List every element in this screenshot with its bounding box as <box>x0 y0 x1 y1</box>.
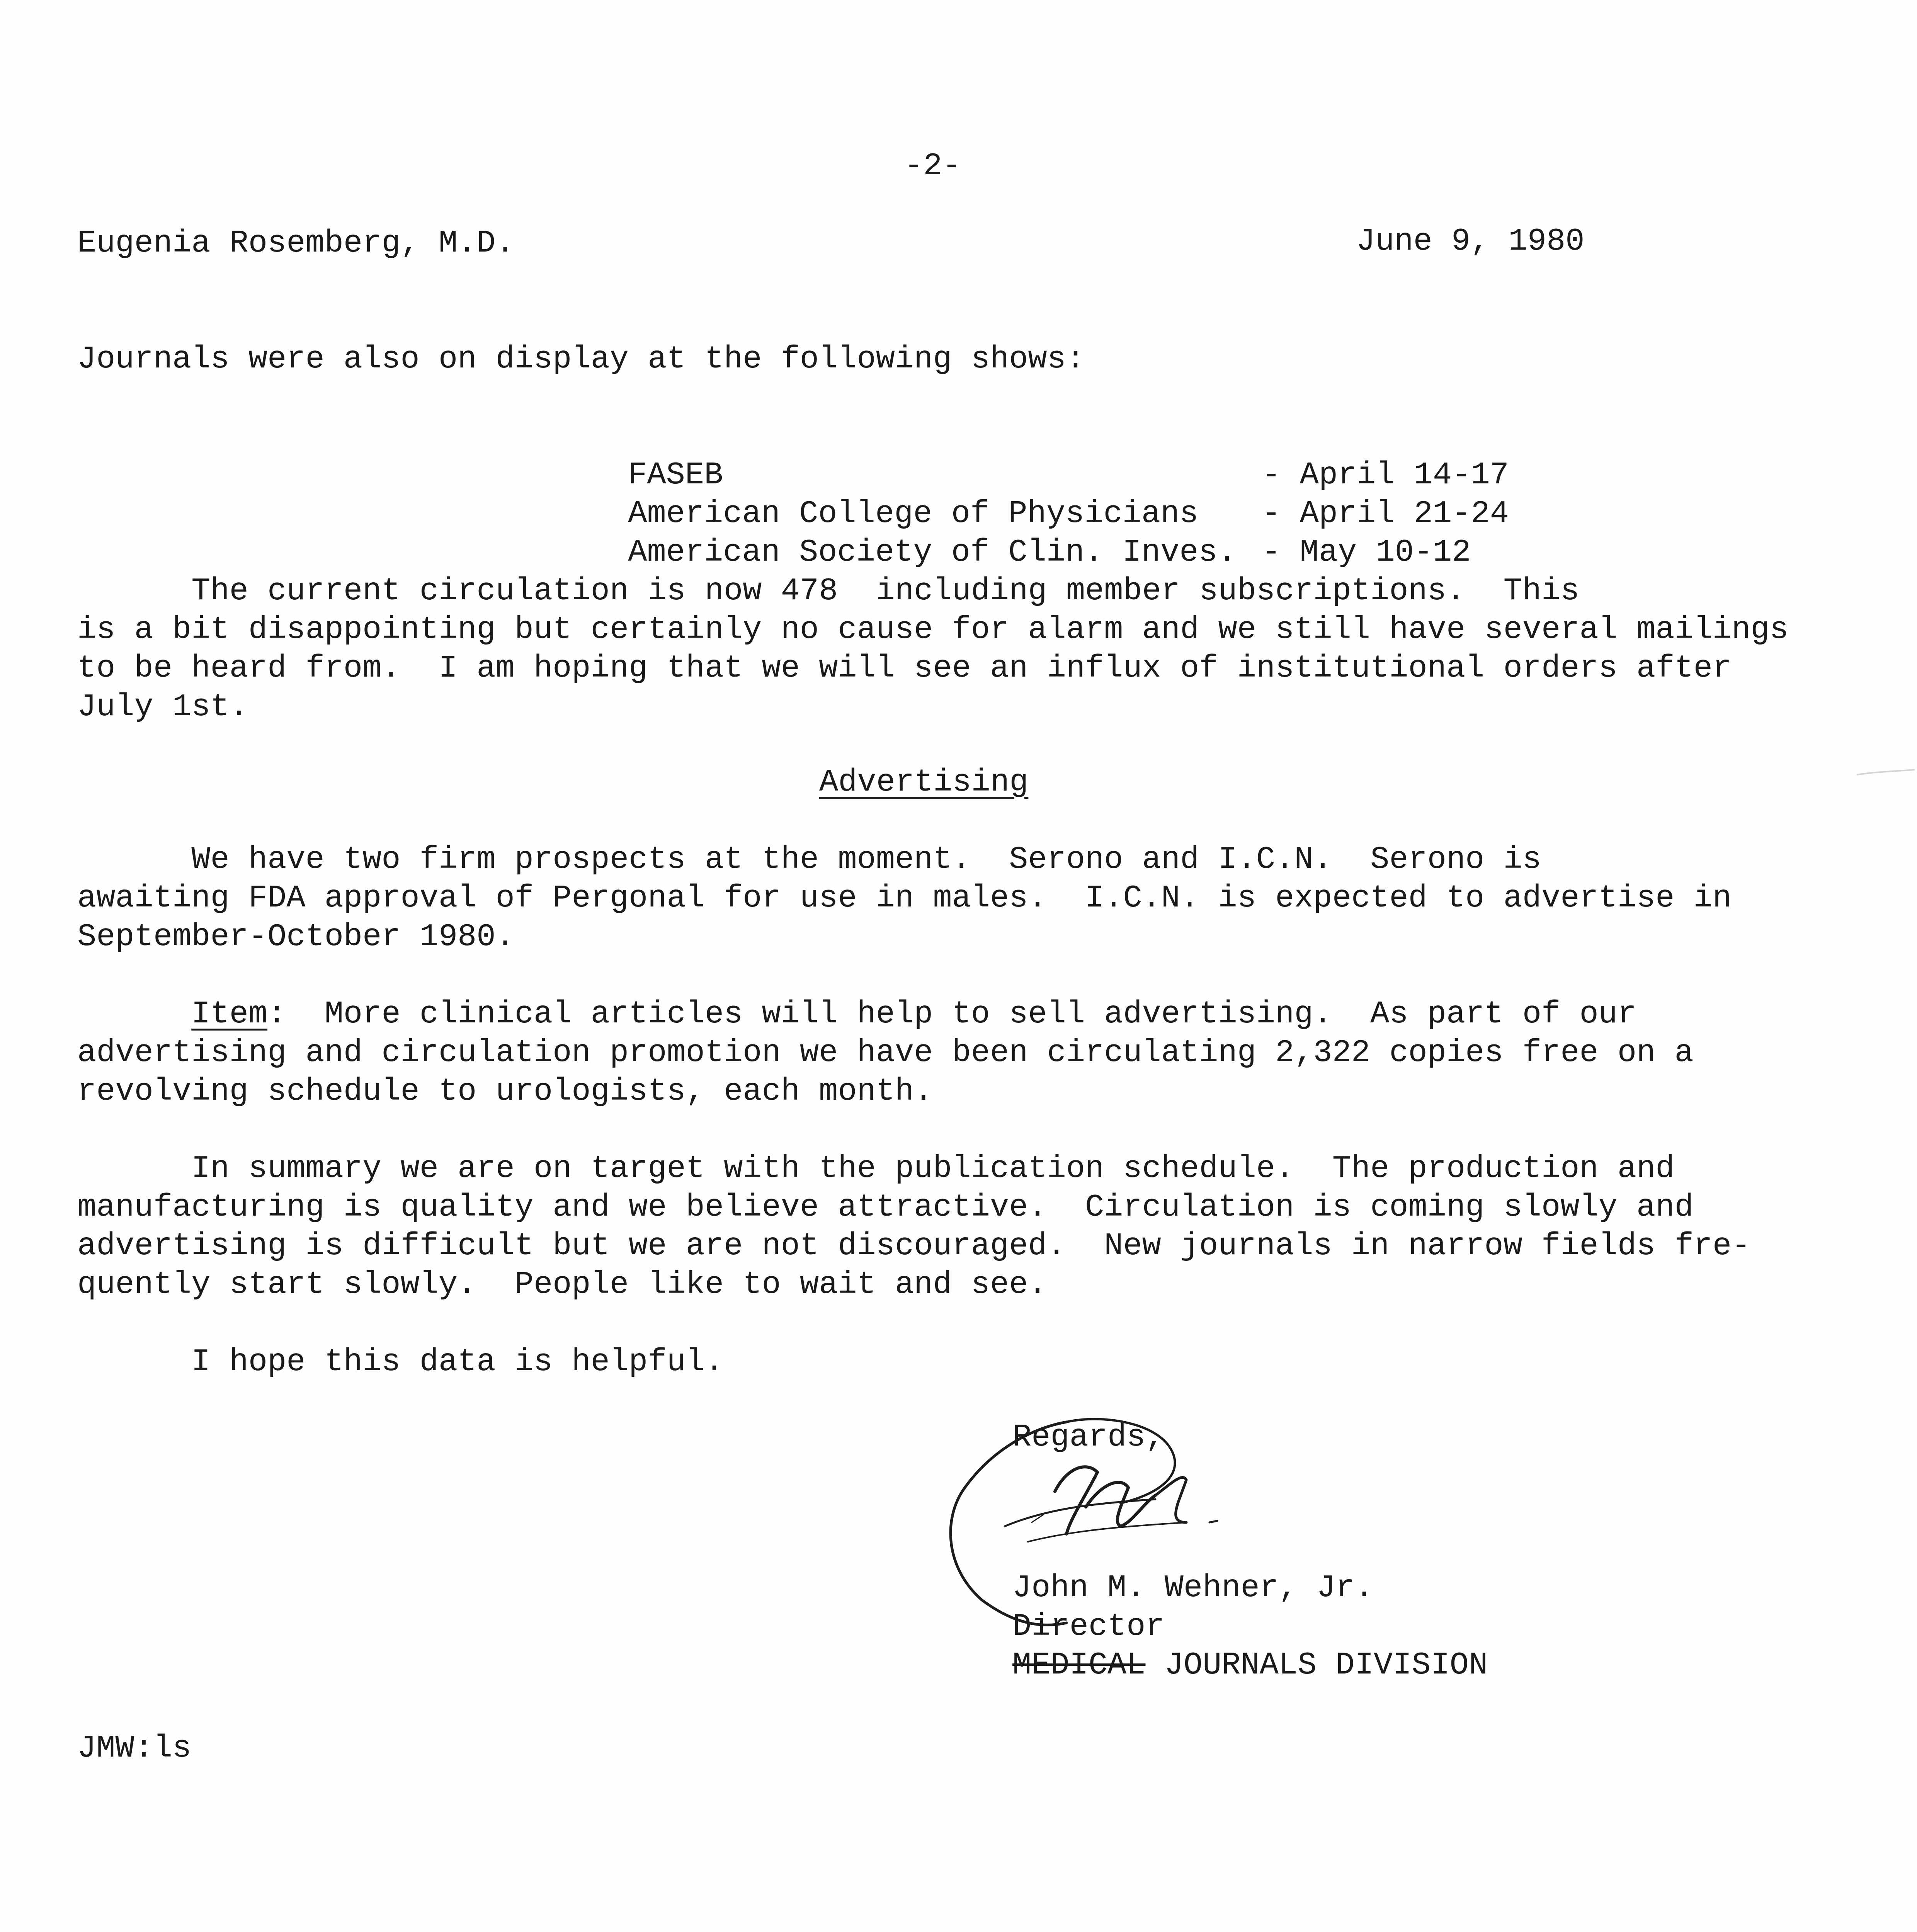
paragraph-line: quently start slowly. People like to wait and see. <box>77 1267 1047 1303</box>
paragraph-line: manufacturing is quality and we believe attractive. Circulation is coming slowly and <box>77 1189 1694 1225</box>
paragraph-line: awaiting FDA approval of Pergonal for use in males. I.C.N. is expected to advertise in <box>77 880 1732 916</box>
show-dates: - May 10-12 <box>1262 534 1471 570</box>
item-first-line <box>77 995 1824 1034</box>
paragraph-line: The current circulation is now 478 including member subscriptions. This <box>77 573 1580 609</box>
paragraph-line: revolving schedule to urologists, each month. <box>77 1073 933 1109</box>
letter-date: June 9, 1980 <box>1356 223 1585 259</box>
item-paragraph <box>77 995 1824 1111</box>
advertising-paragraph <box>77 840 1824 956</box>
circulation-paragraph <box>77 572 1824 726</box>
scan-mark <box>1855 765 1917 781</box>
typist-initials: JMW:ls <box>77 1730 192 1766</box>
paragraph-line: advertising and circulation promotion we have been circulating 2,322 copies free on a <box>77 1035 1694 1071</box>
show-name: American Society of Clin. Inves. <box>628 534 1237 570</box>
signatory-title: Director <box>1012 1609 1165 1645</box>
paragraph-line: September-October 1980. <box>77 919 515 955</box>
struck-word: MEDICAL <box>1012 1647 1146 1683</box>
show-dates: - April 14-17 <box>1262 457 1509 493</box>
show-name: FASEB <box>628 457 723 493</box>
closing-line: I hope this data is helpful. <box>77 1344 724 1380</box>
show-name: American College of Physicians <box>628 496 1199 532</box>
signatory-name: John M. Wehner, Jr. <box>1012 1570 1374 1606</box>
paragraph-line: We have two firm prospects at the moment. Serono and I.C.N. Serono is <box>77 842 1542 878</box>
advertising-heading: Advertising <box>819 764 1029 800</box>
paragraph-line: advertising is difficult but we are not discouraged. New journals in narrow fields fre- <box>77 1228 1751 1264</box>
paragraph-line: to be heard from. I am hoping that we will see an influx of institutional orders after <box>77 650 1732 686</box>
page-number: -2- <box>904 148 961 184</box>
division-line <box>1012 1646 1488 1685</box>
division-name: JOURNALS DIVISION <box>1145 1647 1488 1683</box>
closing-salutation: Regards, <box>1012 1419 1165 1455</box>
paragraph-line: July 1st. <box>77 689 248 725</box>
paragraph-line: In summary we are on target with the publication schedule. The production and <box>77 1151 1675 1187</box>
summary-paragraph <box>77 1150 1824 1304</box>
paragraph-line: is a bit disappointing but certainly no cause for alarm and we still have several mailings <box>77 612 1789 648</box>
item-first-line-text: : More clinical articles will help to sell advertising. As part of our <box>267 996 1637 1032</box>
shows-intro: Journals were also on display at the following shows: <box>77 341 1085 377</box>
item-label: Item <box>191 996 268 1032</box>
show-dates: - April 21-24 <box>1262 496 1509 532</box>
recipient: Eugenia Rosemberg, M.D. <box>77 225 515 261</box>
